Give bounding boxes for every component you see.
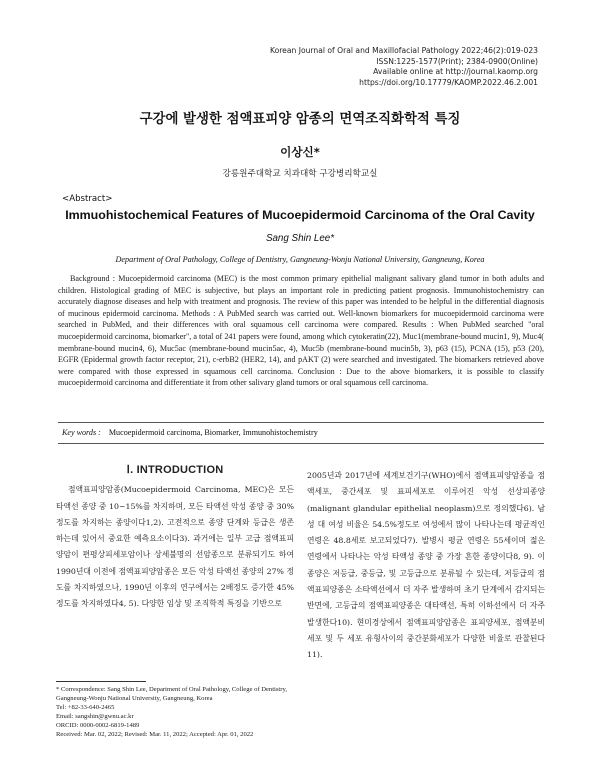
footnote-dates: Received: Mar. 02, 2022; Revised: Mar. 11, 2022; Accepted: Apr. 01, 2022 (56, 731, 254, 738)
left-column (56, 462, 294, 613)
abstract-body (58, 273, 544, 389)
english-affiliation: Department of Oral Pathology, College of Dentistry, Gangneung-Wonju National University, Gangneung, Korea (115, 255, 485, 264)
intro-paragraph-right: 2005년과 2017년에 세계보건기구(WHO)에서 점액표피양암종을 점액세포, 중간세포 및 표피세포로 이루어진 악성 선상피종양(malignant glandular epithelial neoplasm)으로 정의했다6). 남성 대 여성 비율은 54.5%정도로 여성에서 많이 나타나는데 평균적인 연령은 48.8세로 보고되었다7). 발병시 평균 연령은 55세이며 젊은 연령에서 나타나는 악성 타액성 종양 중 가장 흔한 종양이다8, 9). 이 종양은 저등급, 중등급, 및 고등급으로 분류될 수 있는데, 저등급의 점액표피양종은 소타액선에서 더 자주 발생하며 초기 단계에서 감지되는 반면에, 고등급의 점액표피양종은 대타액선, 특히 이하선에서 더 자주 발생한다10). 현미경상에서 점액표피양암종은 표피양세포, 점액분비세포 및 두 세포 유형사이의 중간분화세포가 다양한 비율로 관찰된다11). (307, 471, 545, 660)
right-column (307, 468, 545, 664)
keywords-line (62, 428, 318, 437)
english-title: Immuohistochemical Features of Mucoepidermoid Carcinoma of the Oral Cavity (65, 208, 535, 222)
keywords-top-rule (58, 422, 544, 423)
footnote-correspondence: * Correspondence: Sang Shin Lee, Department of Oral Pathology, College of Dentistry, Gangneung-Wonju National University, Gangneung, Korea (56, 686, 287, 702)
footnote-orcid: ORCID: 0000-0002-6819-1489 (56, 722, 140, 729)
journal-citation: Korean Journal of Oral and Maxillofacial Pathology 2022;46(2):019-023 (269, 46, 538, 55)
journal-header (178, 46, 538, 88)
journal-issn: ISSN:1225-1577(Print); 2384-0900(Online) (376, 56, 538, 66)
keywords-label: Key words : (62, 428, 101, 437)
journal-doi[interactable]: https://doi.org/10.17779/KAOMP.2022.46.2.001 (359, 77, 538, 87)
english-author: Sang Shin Lee* (265, 233, 335, 244)
section-heading: Ⅰ. INTRODUCTION (126, 464, 224, 476)
correspondence-footnote (56, 685, 296, 739)
journal-url[interactable]: Available online at http://journal.kaomp.org (373, 67, 538, 77)
footnote-tel: Tel: +82-33-640-2465 (56, 704, 115, 711)
keywords-bottom-rule (58, 443, 544, 444)
abstract-paragraph: Background : Mucoepidermoid carcinoma (MEC) is the most common primary epithelial malignant salivary gland tumor in both adults and children. Histological grading of MEC is subjective, but plays an important role in predicting patient prognosis. Immunohistochemistry can accurately diagnose diseases and help with treatment and prognosis. The review of this paper was intended to be helpful in the differential diagnosis of mucinous epidermoid carcinoma. Methods : A PubMed search was carried out. Well-known biomarkers for mucoepidermoid carcinoma were searched in PubMed, and their differences with oral squamous cell carcinoma were compared. Results : When PubMed searched "oral mucoepidermoid carcinoma, biomarker", a total of 241 papers were found, among which cytokeratin(22), Muc1(membrane-bound mucin1, 9), Muc4( membrane-bound mucin4, 6), Muc5ac (membrane-bound mucin5ac, 4), Muc5b (membrane-bound mucin5b, 3), p63 (15), PCNA (15), p53 (20), EGFR (Epidermal growth factor receptor, 21), c-erbB2 (HER2, 14), and pAKT (2) were searched and investigated. The biomarkers retrieved above were compared with those expressed in squamous cell carcinoma. Conclusion : Due to the above biomarkers, it is possible to classify mucoepidermoid carcinoma and differentiate it from other salivary gland tumors or oral squamous cell carcinoma. (58, 274, 544, 388)
korean-title: 구강에 발생한 점액표피양 암종의 면역조직화학적 특징 (139, 112, 461, 127)
korean-author: 이상신* (280, 145, 320, 159)
intro-paragraph-left: 점액표피양암종(Mucoepidermoid Carcinoma, MEC)은 모든 타액선 종양 중 10~15%를 차지하며, 모든 타액선 악성 종양 중 30% 정도를 차지하는 종양이다1,2). 고전적으로 종양 단계와 등급은 생존하는데 있어서 중요한 예측요소이다3). 과거에는 일부 고급 점액표피양암이 편평상피세포암이나 상세불명의 선암종으로 분류되기도 하여 1990년대 이전에 점액표피양암종은 모든 악성 타액선 종양의 27% 정도를 차지하였으나, 1990년 이후의 연구에서는 2배정도 증가한 45% 정도를 차지하였다4, 5). 다양한 임상 및 조직학적 특징을 기반으로 (56, 485, 294, 609)
abstract-label: <Abstract> (62, 194, 113, 204)
footnote-email[interactable]: Email: sangshin@gwnu.ac.kr (56, 713, 134, 720)
korean-affiliation: 강릉원주대학교 치과대학 구강병리학교실 (222, 169, 378, 179)
footnote-rule (56, 681, 146, 682)
keywords-text: Mucoepidermoid carcinoma, Biomarker, Immunohistochemistry (108, 428, 318, 437)
